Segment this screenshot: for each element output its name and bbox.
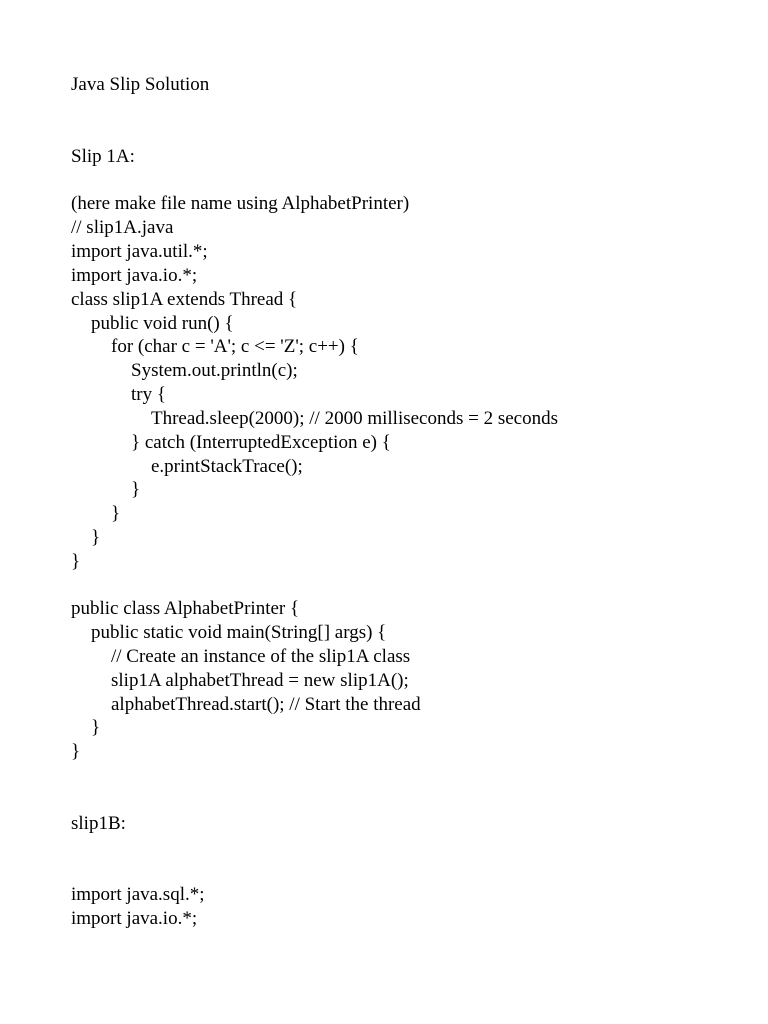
code-line: class slip1A extends Thread {	[71, 289, 298, 310]
section-heading-slip-1b: slip1B:	[71, 813, 126, 834]
code-line: slip1A alphabetThread = new slip1A();	[111, 670, 409, 691]
code-line: // slip1A.java	[71, 217, 174, 238]
code-line: }	[131, 479, 141, 500]
code-line: public void run() {	[91, 313, 234, 334]
code-line: }	[91, 527, 101, 548]
code-line: }	[91, 717, 101, 738]
code-line: try {	[131, 384, 166, 405]
code-line: }	[111, 503, 121, 524]
code-line: import java.io.*;	[71, 265, 198, 286]
code-line: import java.io.*;	[71, 908, 198, 929]
code-line: for (char c = 'A'; c <= 'Z'; c++) {	[111, 336, 359, 357]
code-line: }	[71, 741, 81, 762]
code-line: }	[71, 551, 81, 572]
code-line: e.printStackTrace();	[151, 456, 303, 477]
code-line: Thread.sleep(2000); // 2000 milliseconds = 2 seconds	[151, 408, 558, 429]
code-line: System.out.println(c);	[131, 360, 298, 381]
code-line: public static void main(String[] args) {	[91, 622, 387, 643]
code-line: alphabetThread.start(); // Start the thread	[111, 694, 421, 715]
code-line: import java.util.*;	[71, 241, 208, 262]
code-line: import java.sql.*;	[71, 884, 205, 905]
code-line: } catch (InterruptedException e) {	[131, 432, 391, 453]
document-title: Java Slip Solution	[71, 74, 210, 95]
code-line: // Create an instance of the slip1A class	[111, 646, 411, 667]
code-line: public class AlphabetPrinter {	[71, 598, 300, 619]
section-heading-slip-1a: Slip 1A:	[71, 146, 135, 167]
section-note: (here make file name using AlphabetPrinter)	[71, 193, 410, 214]
